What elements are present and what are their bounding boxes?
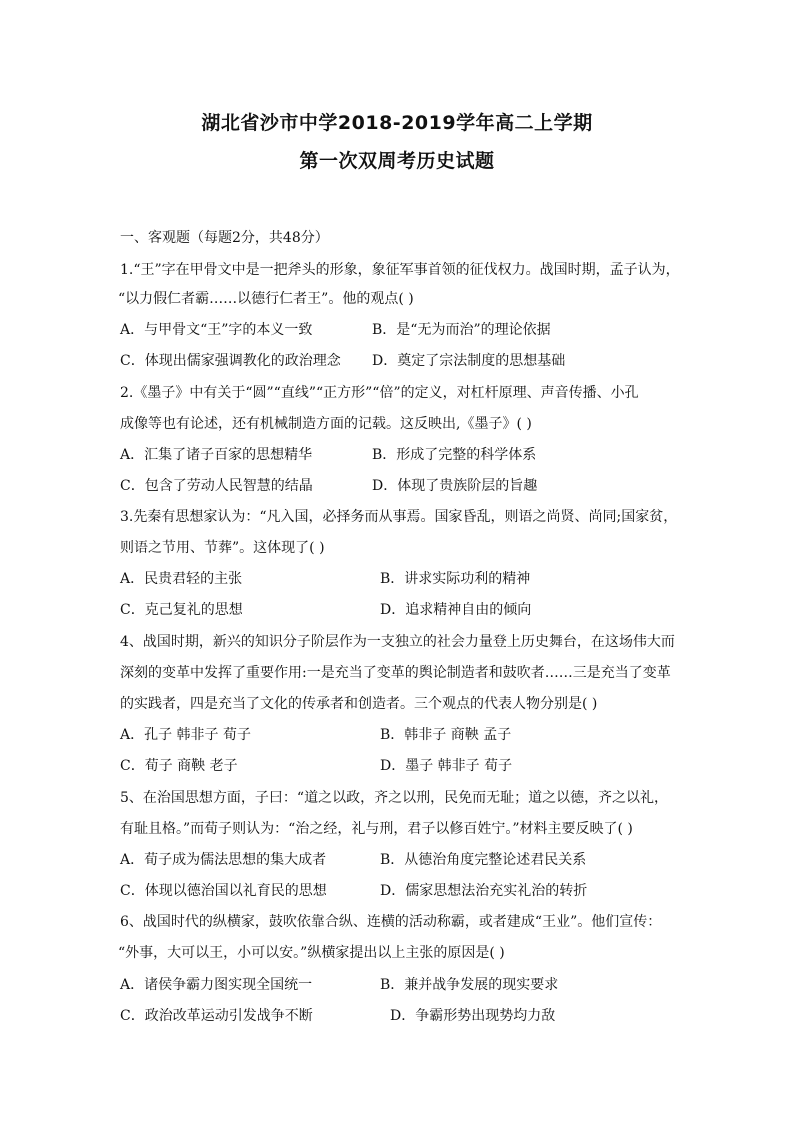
q6-stem-line1: 6、战国时代的纵横家，鼓吹依靠合纵、连横的活动称霸，或者建成“王业”。他们宣传： <box>120 914 662 930</box>
q2-option-c: C．包含了劳动人民智慧的结晶 <box>120 478 313 494</box>
q4-stem-line3: 的实践者，四是充当了文化的传承者和创造者。三个观点的代表人物分别是( ) <box>120 696 598 712</box>
q2-option-b: B．形成了完整的科学体系 <box>372 447 537 463</box>
q3-option-c: C．克己复礼的思想 <box>120 602 243 618</box>
section-heading: 一、客观题（每题2分，共48分） <box>120 230 329 246</box>
q3-stem-line2: 则语之节用、节葬”。这体现了( ) <box>120 540 325 556</box>
q1-stem-line2: “以力假仁者霸……以德行仁者王”。他的观点( ) <box>118 291 414 307</box>
q5-option-d: D．儒家思想法治充实礼治的转折 <box>380 883 588 899</box>
q3-stem-line1: 3.先秦有思想家认为：“凡入国，必择务而从事焉。国家昏乱，则语之尚贤、尚同;国家贫， <box>120 509 678 525</box>
q5-option-a: A．荀子成为儒法思想的集大成者 <box>120 852 327 868</box>
q2-option-d: D．体现了贵族阶层的旨趣 <box>372 478 538 494</box>
q5-stem-line1: 5、在治国思想方面，子曰：“道之以政，齐之以刑，民免而无耻；道之以德，齐之以礼， <box>120 790 669 806</box>
q1-stem-line1: 1.“王”字在甲骨文中是一把斧头的形象，象征军事首领的征伐权力。战国时期，孟子认为， <box>120 262 680 278</box>
q6-option-b: B．兼并战争发展的现实要求 <box>380 977 559 993</box>
q4-option-b: B．韩非子 商鞅 孟子 <box>380 727 512 743</box>
q3-option-b: B．讲求实际功利的精神 <box>380 571 531 587</box>
q4-option-c: C．荀子 商鞅 老子 <box>120 758 238 774</box>
q3-option-d: D．追求精神自由的倾向 <box>380 602 532 618</box>
q6-option-a: A．诸侯争霸力图实现全国统一 <box>120 977 313 993</box>
q4-stem-line1: 4、战国时期，新兴的知识分子阶层作为一支独立的社会力量登上历史舞台，在这场伟大而 <box>120 634 675 650</box>
q4-option-a: A．孔子 韩非子 荀子 <box>120 727 252 743</box>
q1-option-a: A．与甲骨文“王”字的本义一致 <box>120 322 313 338</box>
q2-option-a: A．汇集了诸子百家的思想精华 <box>120 447 313 463</box>
q2-stem-line2: 成像等也有论述，还有机械制造方面的记载。这反映出,《墨子》( ) <box>120 416 532 432</box>
q4-stem-line2: 深刻的变革中发挥了重要作用:一是充当了变革的舆论制造者和鼓吹者……三是充当了变革 <box>120 665 671 681</box>
q1-option-c: C．体现出儒家强调教化的政治理念 <box>120 353 341 369</box>
q1-option-d: D．奠定了宗法制度的思想基础 <box>372 353 566 369</box>
q3-option-a: A．民贵君轻的主张 <box>120 571 243 587</box>
q1-option-b: B．是“无为而治”的理论依据 <box>372 322 551 338</box>
q5-stem-line2: 有耻且格。”而荀子则认为：“治之经，礼与刑，君子以修百姓宁。”材料主要反映了( ) <box>120 821 633 837</box>
exam-title-line2: 第一次双周考历史试题 <box>299 150 495 172</box>
exam-title-line1: 湖北省沙市中学2018-2019学年高二上学期 <box>201 112 593 134</box>
q6-stem-line2: “外事，大可以王，小可以安。”纵横家提出以上主张的原因是( ) <box>118 945 505 961</box>
q5-option-b: B．从德治角度完整论述君民关系 <box>380 852 587 868</box>
q6-option-c: C．政治改革运动引发战争不断 <box>120 1008 313 1024</box>
q5-option-c: C．体现以德治国以礼育民的思想 <box>120 883 327 899</box>
q2-stem-line1: 2.《墨子》中有关于“圆”“直线”“正方形”“倍”的定义，对杠杆原理、声音传播、小孔 <box>120 385 639 401</box>
q6-option-d: D．争霸形势出现势均力敌 <box>390 1008 556 1024</box>
q4-option-d: D．墨子 韩非子 荀子 <box>380 758 513 774</box>
